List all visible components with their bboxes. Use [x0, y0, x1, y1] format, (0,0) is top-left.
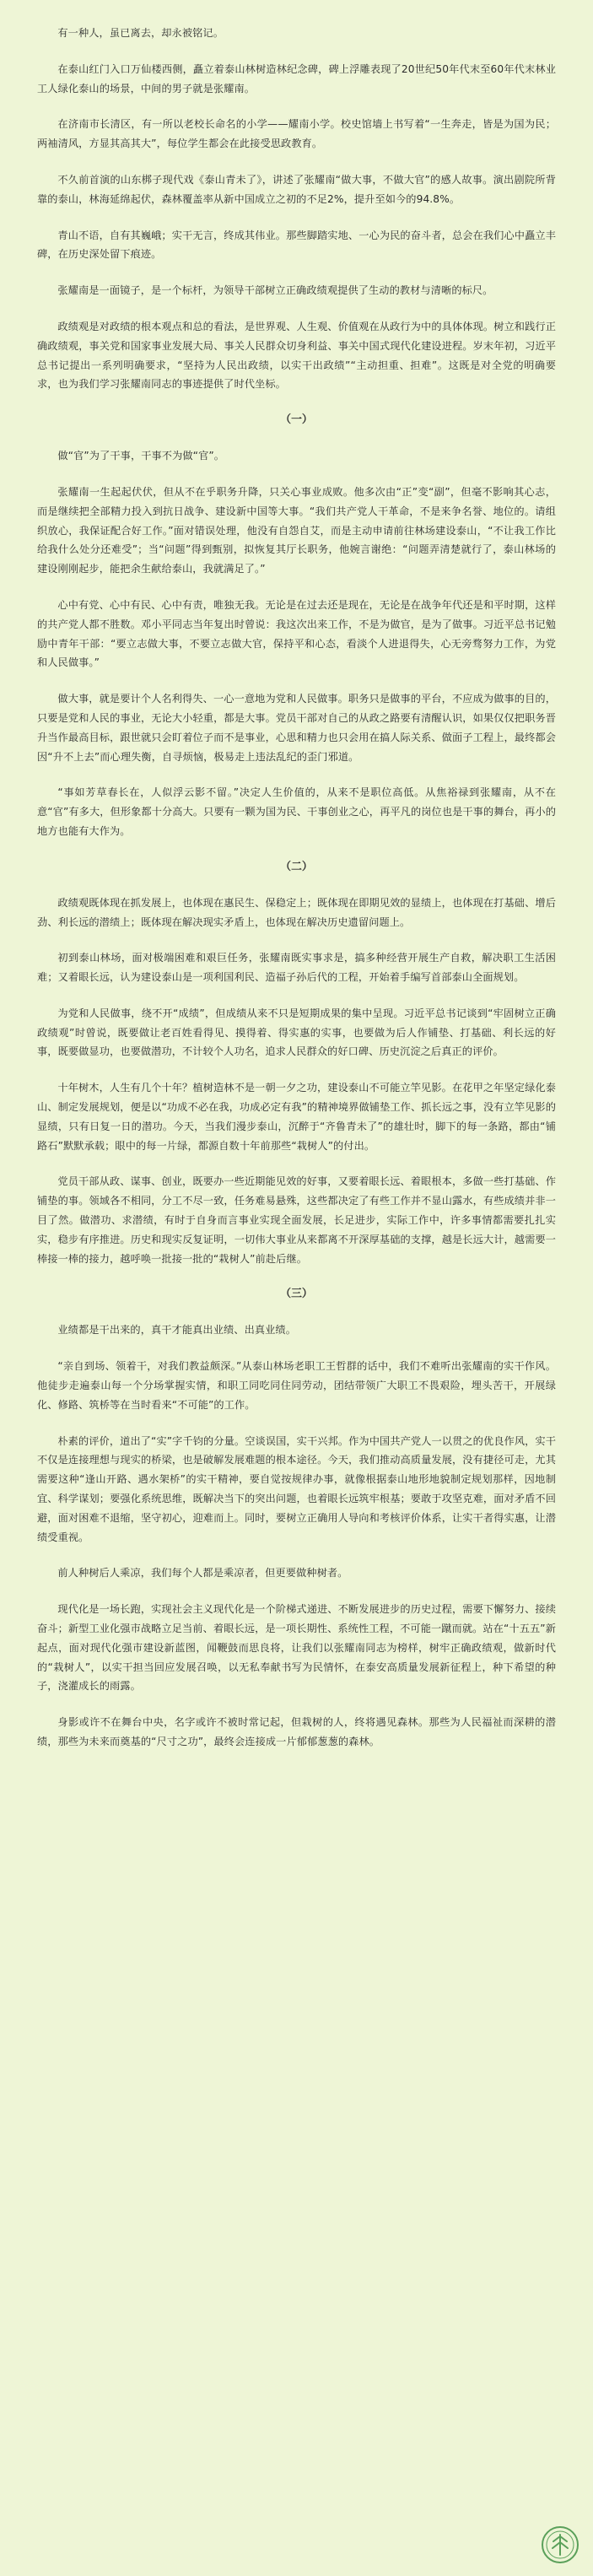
- paragraph: 十年树木，人生有几个十年？植树造林不是一朝一夕之功，建设泰山不可能立竿见影。在花甲之年坚定绿化泰山、制定发展规划，便是以“功成不必在我，功成必定有我”的精神境界做铺垫工作、抓长远之事，没有立竿见影的显绩，只有日复一日的潜功。今天，当我们漫步泰山，沉醉于“齐鲁青未了”的雄壮时，脚下的每一条路，都由“铺路石”默默承载；眼中的每一片绿，都源自数十年前那些“栽树人”的付出。: [37, 1082, 556, 1152]
- paragraph: 在泰山红门入口万仙楼西侧，矗立着泰山林树造林纪念碑，碑上浮雕表现了20世纪50年代末至60年代末林业工人绿化泰山的场景，中间的男子就是张耀南。: [37, 62, 556, 95]
- paragraph: 朴素的评价，道出了“实”字千钧的分量。空谈误国，实干兴邦。作为中国共产党人一以贯之的优良作风，实干不仅是连接理想与现实的桥梁，也是破解发展难题的根本途径。今天，我们推动高质量发展，没有捷径可走，尤其需要这种“逢山开路、遇水架桥”的实干精神，要自觉按规律办事，就像根据泰山地形地貌制定规划那样，因地制宜、科学谋划；要强化系统思维，既解决当下的突出问题，也着眼长远筑牢根基；要敢于攻坚克难，面对矛盾不回避，面对困难不退缩，坚守初心，迎难而上。同时，要树立正确用人导向和考核评价体系，让实干者得实惠，让潜绩受重视。: [37, 1434, 556, 1543]
- section-heading: （三）: [280, 1288, 313, 1301]
- paragraph: 前人种树后人乘凉，我们每个人都是乘凉者，但更要做种树者。: [57, 1567, 348, 1580]
- paragraph: 为党和人民做事，绕不开“成绩”，但成绩从来不只是短期成果的集中呈现。习近平总书记谈到“牢固树立正确政绩观”时曾说，既要做让老百姓看得见、摸得着、得实惠的实事，也要做为后人作铺垫、打基础、利长远的好事，既要做显功，也要做潜功，不计较个人功名，追求人民群众的好口碑、历史沉淀之后真正的评价。: [37, 1007, 556, 1058]
- paragraph: 做“官”为了干事，干事不为做“官”。: [57, 450, 225, 462]
- green-seal-icon: [541, 2525, 580, 2564]
- paragraph: 青山不语，自有其巍峨；实干无言，终成其伟业。那些脚踏实地、一心为民的奋斗者，总会在我们心中矗立丰碑，在历史深处留下痕迹。: [37, 229, 556, 261]
- paragraph: 不久前首演的山东梆子现代戏《泰山青未了》，讲述了张耀南“做大事，不做大官”的感人故事。演出剧院所背靠的泰山，林海延绵起伏，森林覆盖率从新中国成立之初的不足2%，提升至如今的94.8%。: [37, 173, 556, 205]
- paragraph: 初到泰山林场，面对极端困难和艰巨任务，张耀南既实事求是，搞多种经营开展生产自救，解决职工生活困难；又着眼长远，认为建设泰山是一项利国利民、造福子孙后代的工程，开始着手编写首部泰山全面规划。: [37, 952, 556, 984]
- paragraph: 张耀南一生起起伏伏，但从不在乎职务升降，只关心事业成败。他多次由“正”变“副”，但毫不影响其心志，而是继续把全部精力投入到抗日战争、建设新中国等大事。“我们共产党人干革命，不是来争名誉、地位的。请组织放心，我保证配合好工作。”面对错误处理，他没有自怨自艾，而是主动申请前往林场建设泰山，“不让我工作比给我什么处分还难受”；当“问题”得到甄别，拟恢复其厅长职务，他婉言谢绝：“问题弄清楚就行了，泰山林场的建设刚刚起步，能把余生献给泰山，我就满足了。”: [37, 485, 556, 575]
- paragraph: 心中有党、心中有民、心中有责，唯独无我。无论是在过去还是现在，无论是在战争年代还是和平时期，这样的共产党人都不胜数。邓小平同志当年复出时曾说：我这次出来工作，不是为做官，是为了做事。习近平总书记勉励中青年干部：“要立志做大事，不要立志做大官，保持平和心态，看淡个人进退得失，心无旁骛努力工作，为党和人民做事。”: [37, 598, 556, 669]
- section-heading: （二）: [280, 860, 313, 873]
- paragraph: 党员干部从政、谋事、创业，既要办一些近期能见效的好事，又要着眼长远、着眼根本，多做一些打基础、作铺垫的事。领域各不相同，分工不尽一致，任务难易悬殊，这些都决定了有些工作并不显山露水，有些成绩并非一目了然。做潜功、求潜绩，有时于自身而言事业实现全面发展，长足进步，实际工作中，许多事情都需要扎扎实实，稳步有序推进。历史和现实反复证明，一切伟大事业从来都离不开深厚基础的支撑，越是长远大计，越需要一棒接一棒的接力，越呼唤一批接一批的“栽树人”前赴后继。: [37, 1175, 556, 1265]
- article-body: [37, 24, 556, 1752]
- paragraph: 有一种人，虽已离去，却永被铭记。: [57, 27, 224, 39]
- paragraph: 做大事，就是要计个人名利得失、一心一意地为党和人民做事。职务只是做事的平台，不应成为做事的目的，只要是党和人民的事业，无论大小轻重，都是大事。党员干部对自己的从政之路要有清醒认识，如果仅仅把职务晋升当作最高目标，跟世就只会盯着位子而不是事业，心思和精力也只会用在搞人际关系、做面子工程上，最终都会因“升不上去”而心理失衡，自寻烦恼，极易走上违法乱纪的歪门邪道。: [37, 693, 556, 763]
- paragraph: 现代化是一场长跑，实现社会主义现代化是一个阶梯式递进、不断发展进步的历史过程，需要下懈努力、接续奋斗；新型工业化强市战略立足当前、着眼长远，是一项长期性、系统性工程，不可能一蹴而就。站在“十五五”新起点，面对现代化强市建设新蓝图，闻鞭鼓而思良将，让我们以张耀南同志为榜样，树牢正确政绩观，做新时代的“栽树人”，以实干担当回应发展召唤，以无私奉献书写为民情怀，在泰安高质量发展新征程上，种下希望的种子，浇灌成长的雨露。: [37, 1603, 556, 1693]
- section-heading: （一）: [280, 413, 313, 427]
- paragraph: “亲自到场、领着干，对我们教益颇深。”从泰山林场老职工王哲群的话中，我们不难听出张耀南的实干作风。他徒步走遍泰山每一个分场掌握实情，和职工同吃同住同劳动，团结带领广大职工不畏艰险，埋头苦干，开展绿化、修路、筑桥等在当时看来“不可能”的工作。: [37, 1360, 556, 1411]
- paragraph: 业绩都是干出来的，真干才能真出业绩、出真业绩。: [57, 1324, 297, 1337]
- paragraph: 张耀南是一面镜子，是一个标杆，为领导干部树立正确政绩观提供了生动的教材与清晰的标尺。: [57, 284, 493, 297]
- paragraph: 身影或许不在舞台中央，名字或许不被时常记起，但栽树的人，终将遇见森林。那些为人民福祉而深耕的潜绩，那些为未来而奠基的“尺寸之功”，最终会连接成一片郁郁葱葱的森林。: [37, 1716, 556, 1747]
- paragraph: 在济南市长清区，有一所以老校长命名的小学——耀南小学。校史馆墙上书写着“一生奔走，皆是为国为民；两袖清风，方显其高其大”，每位学生都会在此接受思政教育。: [37, 118, 556, 150]
- paragraph: 政绩观既体现在抓发展上，也体现在惠民生、保稳定上；既体现在即期见效的显绩上，也体现在打基础、增后劲、利长远的潜绩上；既体现在解决现实矛盾上，也体现在解决历史遗留问题上。: [37, 896, 556, 928]
- paragraph: “事如芳草春长在，人似浮云影不留。”决定人生价值的，从来不是职位高低。从焦裕禄到张耀南，从不在意“官”有多大，但形象都十分高大。只要有一颗为国为民、干事创业之心，再平凡的岗位也是干事的舞台，再小的地方也能有大作为。: [37, 786, 556, 837]
- paragraph: 政绩观是对政绩的根本观点和总的看法，是世界观、人生观、价值观在从政行为中的具体体现。树立和践行正确政绩观，事关党和国家事业发展大局、事关人民群众切身利益、事关中国式现代化建设进程。岁末年初，习近平总书记提出一系列明确要求，“坚持为人民出政绩，以实干出政绩”“主动担重、担难”。这既是对全党的明确要求，也为我们学习张耀南同志的事迹提供了时代坐标。: [37, 320, 556, 391]
